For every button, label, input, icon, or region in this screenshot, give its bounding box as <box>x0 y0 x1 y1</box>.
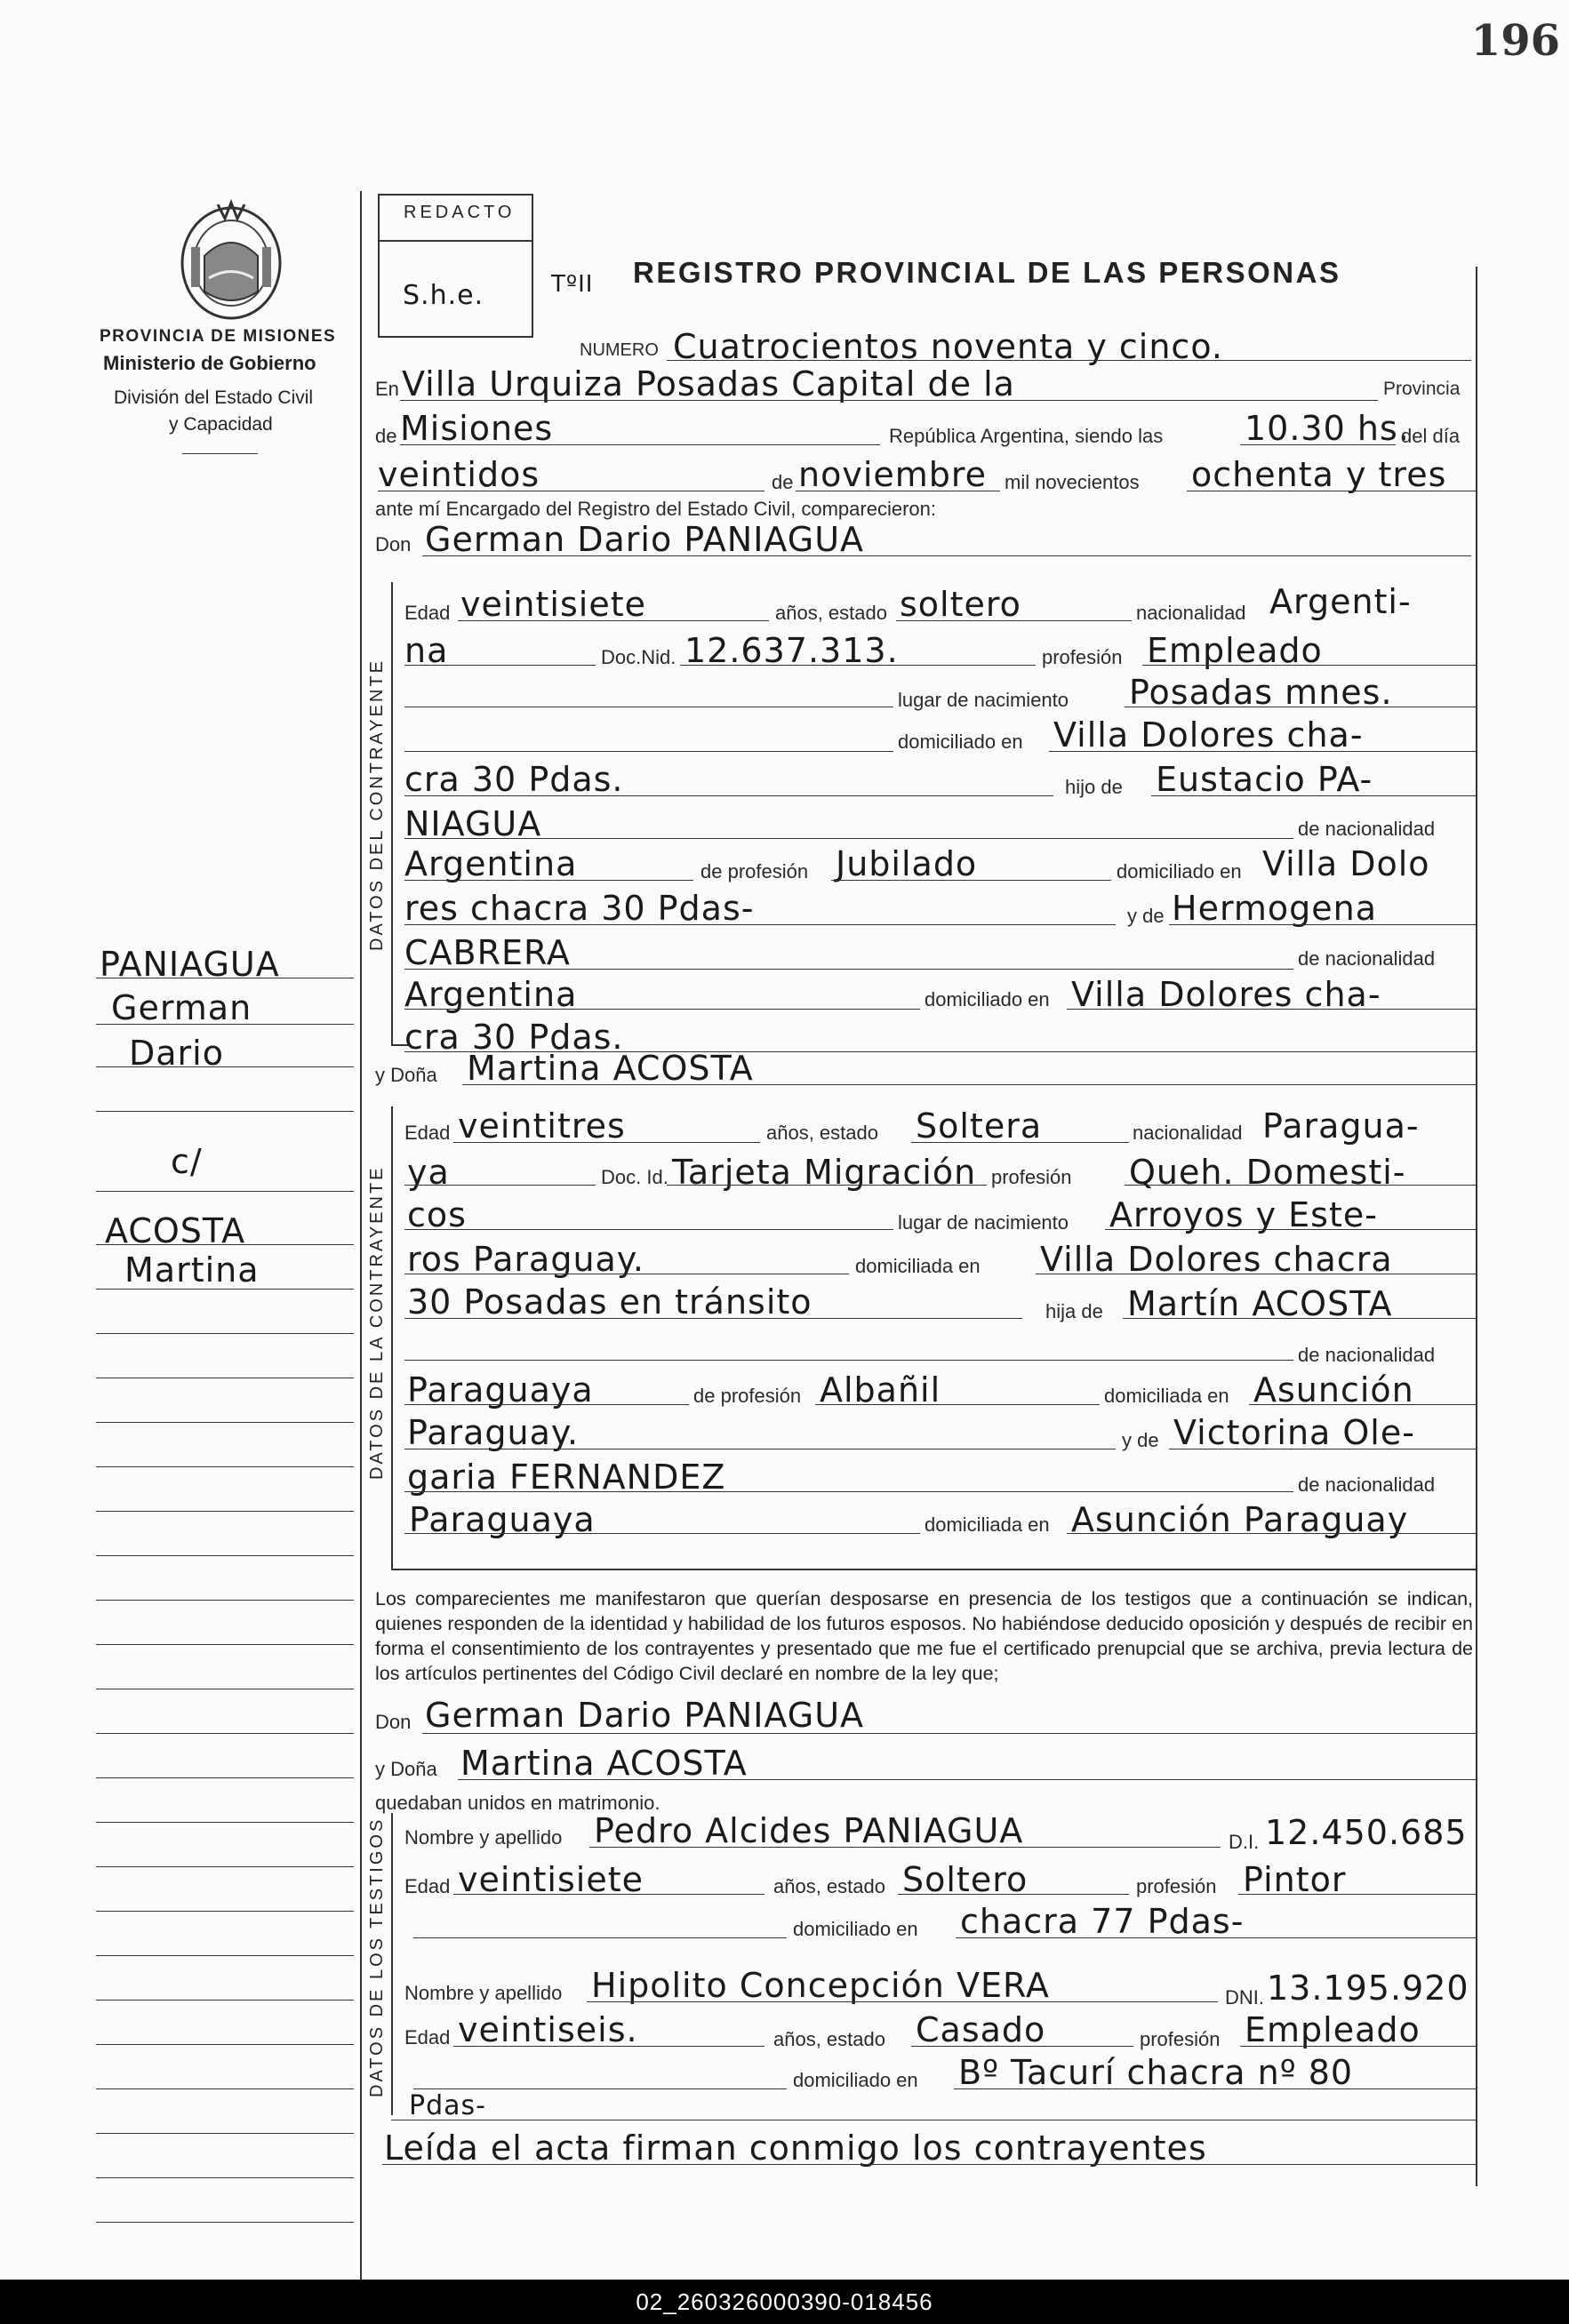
de-value: Misiones <box>400 409 554 448</box>
groom-lugar-label: lugar de nacimiento <box>898 689 1069 711</box>
don-value: German Dario PANIAGUA <box>425 520 864 559</box>
groom-dom-label: domiciliado en <box>898 731 1023 753</box>
groom-lugar-value: Posadas mnes. <box>1129 673 1393 712</box>
republica-label: República Argentina, siendo las <box>889 425 1164 447</box>
footer-id: 02_260326000390-018456 <box>636 2288 933 2315</box>
division-rule <box>182 453 258 454</box>
groom-mother-dom-2: cra 30 Pdas. <box>404 1018 624 1057</box>
w1-di-label: D.I. <box>1229 1831 1260 1853</box>
hour-value: 10.30 hs. <box>1245 409 1410 448</box>
bride-prof-value-1: Queh. Domesti- <box>1129 1153 1406 1192</box>
province-seal-icon <box>173 194 289 327</box>
groom-mother-nac: Argentina <box>404 975 578 1014</box>
bride-nac-label: nacionalidad <box>1133 1122 1243 1144</box>
division-line-2: y Capacidad <box>169 414 273 435</box>
declaration-dona-value: Martina ACOSTA <box>460 1744 748 1783</box>
w2-nombre-label: Nombre y apellido <box>404 1982 563 2004</box>
right-rule <box>1476 267 1477 2186</box>
redacto-box <box>378 194 533 338</box>
groom-nac-value-1: Argenti- <box>1269 582 1412 621</box>
groom-edad-label: Edad <box>404 602 451 624</box>
ante-text: ante mí Encargado del Registro del Estado Civil, comparecieron: <box>375 498 936 520</box>
margin-name-2: Dario <box>129 1034 224 1073</box>
groom-mother-dom-1: Villa Dolores cha- <box>1071 975 1381 1014</box>
groom-father-dom-1: Villa Dolo <box>1262 844 1430 883</box>
bride-box-bottom <box>391 1569 1476 1570</box>
bride-dom-value-1: Villa Dolores chacra <box>1040 1240 1393 1279</box>
groom-section-label: DATOS DEL CONTRAYENTE <box>367 659 387 951</box>
w1-prof-value: Pintor <box>1243 1860 1347 1899</box>
bride-dom-label: domiciliada en <box>855 1255 981 1277</box>
w2-edad-value: veintiseis. <box>458 2010 638 2049</box>
groom-mother-2: CABRERA <box>404 933 571 972</box>
groom-father-1: Eustacio PA- <box>1156 760 1373 799</box>
mil-label: mil novecientos <box>1005 471 1140 493</box>
bride-edad-label: Edad <box>404 1122 451 1144</box>
declaration-don-value: German Dario PANIAGUA <box>425 1696 864 1735</box>
w1-edad-value: veintisiete <box>458 1860 644 1899</box>
bride-hija-label: hija de <box>1045 1300 1103 1322</box>
bride-estado-value: Soltera <box>916 1106 1043 1146</box>
margin-rule <box>360 191 362 2280</box>
groom-de-prof-label: de profesión <box>700 860 809 882</box>
w2-di-value: 13.195.920 <box>1267 1969 1469 2008</box>
footer-bar <box>0 2280 1569 2324</box>
bride-father-dom-label: domiciliada en <box>1104 1385 1229 1407</box>
groom-doc-value: 12.637.313. <box>684 631 899 670</box>
groom-father-dom-2: res chacra 30 Pdas- <box>404 889 755 928</box>
w2-di-label: DNI. <box>1225 1986 1264 2009</box>
de-label: de <box>375 425 397 447</box>
page-number: 196 <box>1470 16 1560 66</box>
registry-title: REGISTRO PROVINCIAL DE LAS PERSONAS <box>633 256 1341 289</box>
month-value: noviembre <box>798 455 988 494</box>
bride-doc-label: Doc. Id. <box>601 1166 668 1188</box>
w1-di-value: 12.450.685 <box>1265 1813 1468 1852</box>
bride-box-left <box>391 1106 393 1569</box>
groom-father-dom-label: domiciliado en <box>1117 860 1242 882</box>
closing-text: Leída el acta firman conmigo los contrayentes <box>384 2128 1207 2168</box>
w1-dom-value: chacra 77 Pdas- <box>960 1902 1245 1941</box>
declaration-don-label: Don <box>375 1711 412 1733</box>
margin-name-1: German <box>111 988 252 1027</box>
groom-anos-label: años, estado <box>775 602 887 624</box>
w1-nombre-value: Pedro Alcides PANIAGUA <box>594 1811 1024 1850</box>
groom-nac-value-2: na <box>404 631 449 670</box>
w2-estado-value: Casado <box>916 2010 1046 2049</box>
w1-dom-label: domiciliado en <box>793 1918 918 1940</box>
w2-dom-label: domiciliado en <box>793 2069 918 2091</box>
bride-mother-2: garia FERNANDEZ <box>407 1457 726 1497</box>
w2-nombre-value: Hipolito Concepción VERA <box>591 1966 1050 2005</box>
bride-lugar-value-1: Arroyos y Este- <box>1109 1195 1378 1234</box>
groom-nac-label: nacionalidad <box>1136 602 1246 624</box>
groom-father-prof: Jubilado <box>836 844 978 883</box>
w1-nombre-label: Nombre y apellido <box>404 1826 563 1849</box>
unidos-text: quedaban unidos en matrimonio. <box>375 1792 660 1814</box>
groom-box-left <box>391 582 393 1044</box>
bride-prof-value-2: cos <box>407 1195 467 1234</box>
w1-prof-label: profesión <box>1136 1875 1217 1897</box>
bride-mother-nac-label: de nacionalidad <box>1298 1473 1436 1496</box>
groom-father-2: NIAGUA <box>404 804 542 843</box>
de-mes-label: de <box>772 471 794 493</box>
w2-edad-label: Edad <box>404 2026 451 2048</box>
redacto-value: S.h.e. <box>403 280 484 311</box>
groom-dom-value-2: cra 30 Pdas. <box>404 760 624 799</box>
bride-de-nac-label: de nacionalidad <box>1298 1344 1436 1366</box>
declaration-dona-label: y Doña <box>375 1758 437 1780</box>
bride-father-dom-1: Asunción <box>1253 1370 1414 1410</box>
groom-father-nac: Argentina <box>404 844 578 883</box>
w2-prof-label: profesión <box>1140 2028 1221 2050</box>
groom-mother-dom-label: domiciliado en <box>925 988 1050 1010</box>
ministry-heading: Ministerio de Gobierno <box>103 352 316 374</box>
groom-edad-value: veintisiete <box>460 585 646 624</box>
groom-dom-value-1: Villa Dolores cha- <box>1053 715 1364 755</box>
dona-label: y Doña <box>375 1064 437 1086</box>
en-label: En <box>375 378 399 400</box>
tomo-value: TºII <box>551 271 594 298</box>
bride-mother-nac: Paraguaya <box>409 1500 596 1539</box>
groom-de-nac-label: de nacionalidad <box>1298 818 1436 840</box>
numero-label: NUMERO <box>580 340 659 360</box>
bride-edad-value: veintitres <box>458 1106 626 1146</box>
bride-lugar-label: lugar de nacimiento <box>898 1211 1069 1234</box>
declaration-paragraph: Los comparecientes me manifestaron que querían desposarse en presencia de los testigos que a continuación se indican, quienes responden de la identidad y habilidad de los futuros esposos. No habiéndose deducido oposición y después de recibir en forma el consentimiento de los contrayentes y presentado que me fue el certificado prenupcial que se archiva, previa lectura de los artículos pertinentes del Código Civil declaré en nombre de la ley que; <box>375 1588 1473 1684</box>
division-line-1: División del Estado Civil <box>114 387 314 408</box>
bride-father-nac: Paraguaya <box>407 1370 594 1410</box>
bride-lugar-value-2: ros Paraguay. <box>407 1240 644 1279</box>
bride-nac-value-2: ya <box>407 1153 450 1192</box>
witness-section-label: DATOS DE LOS TESTIGOS <box>367 1817 387 2097</box>
w2-dom-value-2: Pdas- <box>409 2090 486 2121</box>
bride-father-prof: Albañil <box>820 1370 941 1410</box>
bride-de-prof-label: de profesión <box>693 1385 802 1407</box>
redacto-divider <box>380 240 532 242</box>
bride-anos-label: años, estado <box>766 1122 878 1144</box>
bride-prof-label: profesión <box>991 1166 1072 1188</box>
year-value: ochenta y tres <box>1191 455 1447 494</box>
bride-doc-value: Tarjeta Migración <box>672 1153 977 1192</box>
groom-hijo-label: hijo de <box>1065 776 1123 798</box>
margin-surname-1: PANIAGUA <box>100 945 280 984</box>
margin-surname-2: ACOSTA <box>105 1211 246 1250</box>
witness-box-left <box>391 1813 393 2115</box>
w1-anos-label: años, estado <box>773 1875 885 1897</box>
province-heading: PROVINCIA DE MISIONES <box>100 327 337 346</box>
w2-anos-label: años, estado <box>773 2028 885 2050</box>
bride-mother-1: Victorina Ole- <box>1173 1413 1415 1452</box>
groom-mother-1: Hermogena <box>1172 889 1378 928</box>
redacto-label: REDACTO <box>404 203 516 222</box>
w2-dom-value-1: Bº Tacurí chacra nº 80 <box>958 2053 1354 2092</box>
groom-estado-value: soltero <box>900 585 1021 624</box>
groom-prof-label: profesión <box>1042 646 1123 668</box>
groom-y-de-label: y de <box>1127 905 1165 927</box>
w1-edad-label: Edad <box>404 1875 451 1897</box>
dona-value: Martina ACOSTA <box>467 1049 754 1088</box>
bride-father-dom-2: Paraguay. <box>407 1413 580 1452</box>
day-value: veintidos <box>378 455 540 494</box>
groom-prof-value: Empleado <box>1147 631 1323 670</box>
w2-prof-value: Empleado <box>1245 2010 1421 2049</box>
groom-mother-nac-label: de nacionalidad <box>1298 947 1436 970</box>
margin-conector: c/ <box>171 1142 203 1181</box>
margin-name-3: Martina <box>124 1250 260 1290</box>
bride-dom-value-2: 30 Posadas en tránsito <box>407 1282 813 1322</box>
don-label: Don <box>375 533 412 555</box>
bride-father: Martín ACOSTA <box>1127 1284 1393 1323</box>
dia-label: del día <box>1401 425 1461 447</box>
en-value: Villa Urquiza Posadas Capital de la <box>402 364 1015 403</box>
groom-doc-label: Doc.Nid. <box>601 646 676 668</box>
bride-y-de-label: y de <box>1122 1429 1159 1451</box>
numero-value: Cuatrocientos noventa y cinco. <box>673 327 1223 366</box>
provincia-label: Provincia <box>1383 379 1461 399</box>
bride-nac-value-1: Paragua- <box>1262 1106 1420 1146</box>
bride-mother-dom: Asunción Paraguay <box>1071 1500 1409 1539</box>
bride-mother-dom-label: domiciliada en <box>925 1513 1050 1536</box>
bride-section-label: DATOS DE LA CONTRAYENTE <box>367 1165 387 1480</box>
w1-estado-value: Soltero <box>902 1860 1029 1899</box>
